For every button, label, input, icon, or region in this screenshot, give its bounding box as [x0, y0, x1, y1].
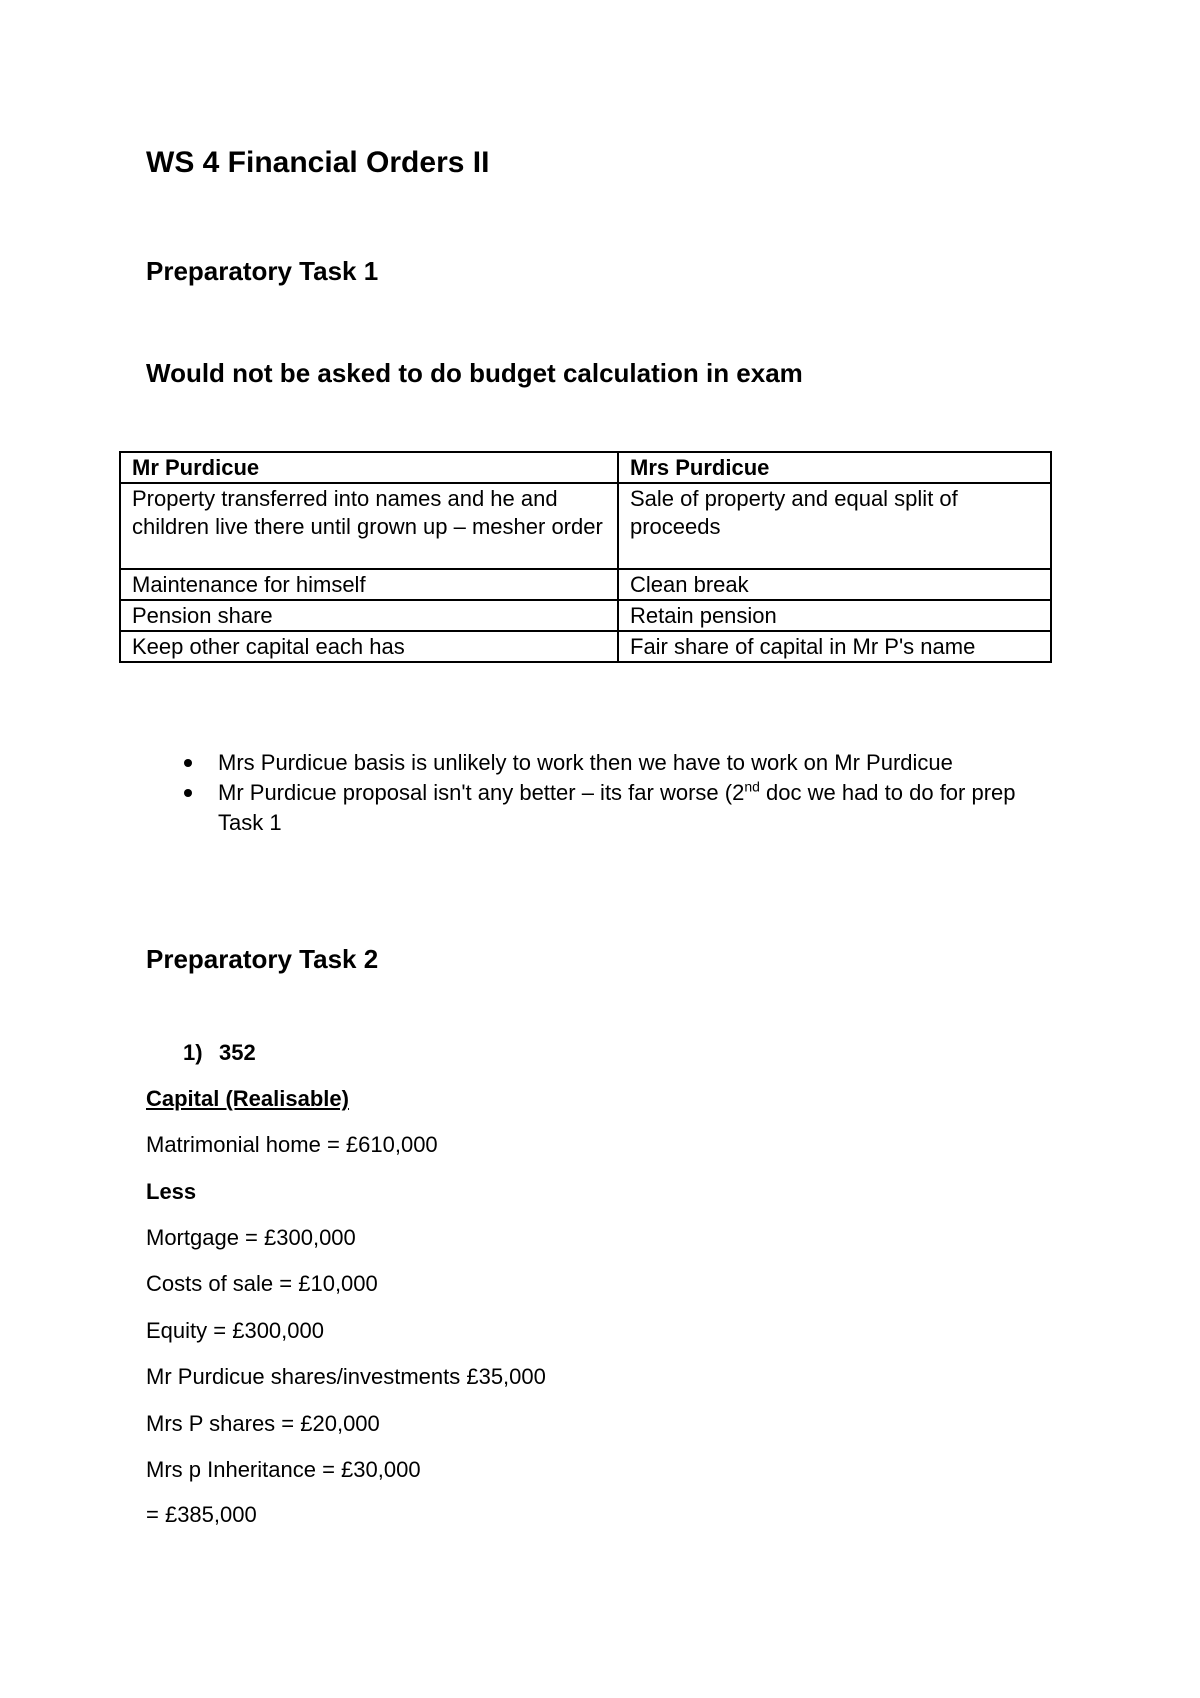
calc-line: Mrs P shares = £20,000 [146, 1411, 380, 1436]
bullet-text: Mrs Purdicue basis is unlikely to work then we have to work on Mr Purdicue [218, 750, 953, 775]
bullet-icon [184, 759, 192, 767]
calc-line: Less [146, 1179, 197, 1204]
numbered-item [183, 1040, 256, 1066]
table-cell: Maintenance for himself [120, 569, 618, 600]
table-cell: Fair share of capital in Mr P's name [618, 631, 1051, 662]
table-row [120, 483, 1051, 569]
bullet-text-continued: doc we had to do for prep Task 1 [218, 780, 1016, 835]
calc-line: Mortgage = £300,000 [146, 1225, 356, 1250]
table-row [120, 631, 1051, 662]
task1-heading: Preparatory Task 1 [146, 256, 379, 286]
capital-heading: Capital (Realisable) [146, 1086, 349, 1111]
item-number: 1) [183, 1040, 203, 1065]
table-cell: Keep other capital each has [120, 631, 618, 662]
table-cell: Sale of property and equal split of proceeds [618, 483, 1051, 569]
calc-line: Mrs p Inheritance = £30,000 [146, 1457, 421, 1482]
calc-line: Equity = £300,000 [146, 1318, 324, 1343]
proposals-table [119, 451, 1052, 663]
bullet-text: Mr Purdicue proposal isn't any better – its far worse (2 [218, 780, 745, 805]
table-row [120, 600, 1051, 631]
table-cell: Clean break [618, 569, 1051, 600]
item-text: 352 [219, 1040, 256, 1065]
table-cell: Property transferred into names and he and children live there until grown up – mesher order [120, 483, 618, 569]
table-cell: Pension share [120, 600, 618, 631]
ordinal-superscript: nd [744, 778, 760, 795]
table-header-mrs: Mrs Purdicue [618, 452, 1051, 483]
list-item [180, 748, 1060, 778]
calc-total: = £385,000 [146, 1502, 257, 1527]
task2-heading: Preparatory Task 2 [146, 944, 379, 974]
table-row [120, 569, 1051, 600]
bullet-list [180, 748, 1060, 838]
table-header-mr: Mr Purdicue [120, 452, 618, 483]
calc-line: Costs of sale = £10,000 [146, 1271, 378, 1296]
table-header-row [120, 452, 1051, 483]
calc-line: Matrimonial home = £610,000 [146, 1132, 438, 1157]
exam-note-heading: Would not be asked to do budget calculation in exam [146, 358, 803, 388]
list-item [180, 778, 1060, 838]
document-title: WS 4 Financial Orders II [146, 146, 490, 179]
table-cell: Retain pension [618, 600, 1051, 631]
bullet-icon [184, 789, 192, 797]
calc-line: Mr Purdicue shares/investments £35,000 [146, 1364, 546, 1389]
